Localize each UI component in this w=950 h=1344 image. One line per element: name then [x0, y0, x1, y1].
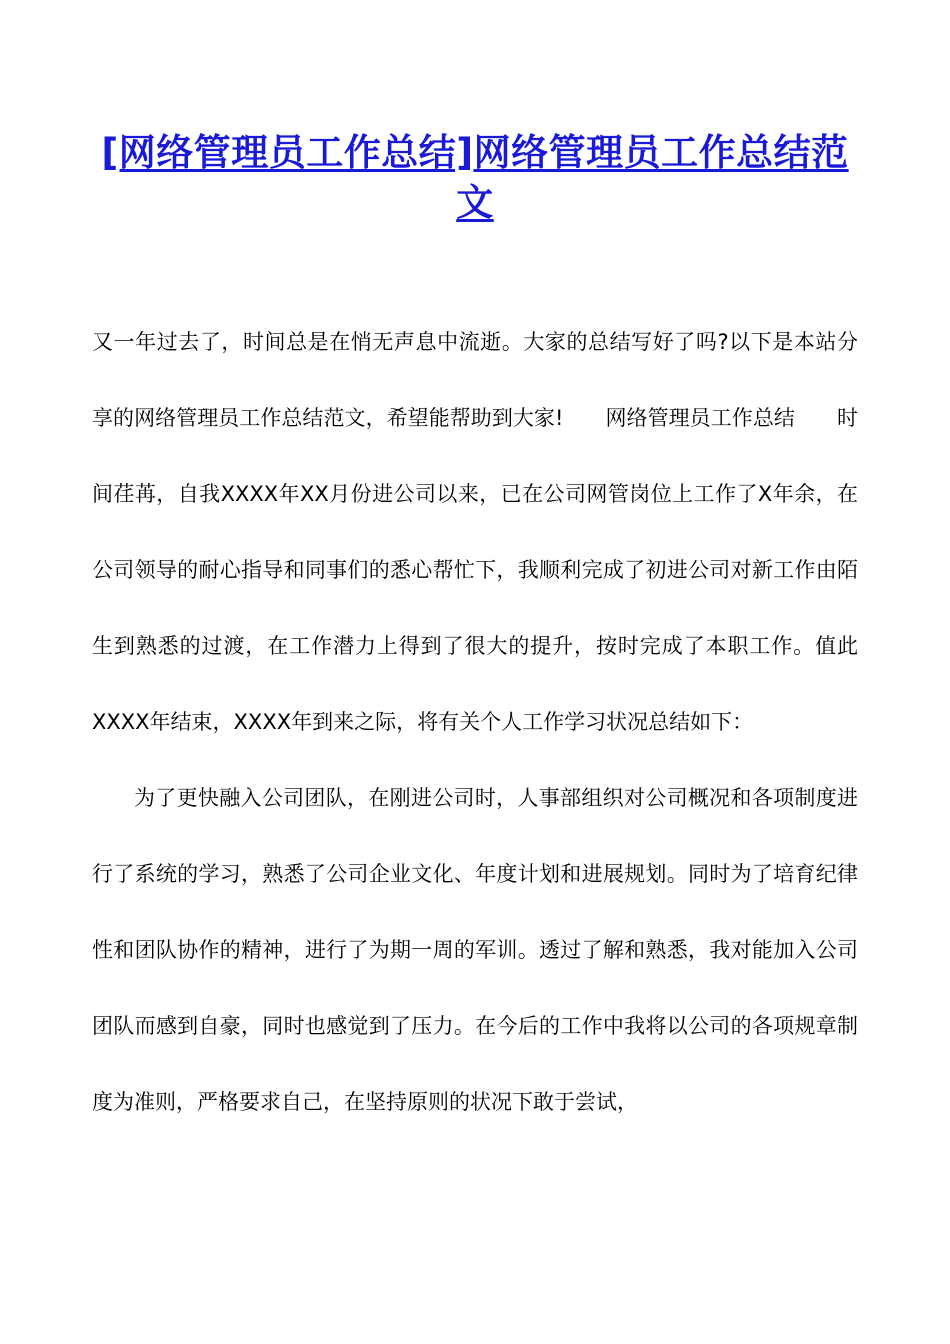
document-title-link[interactable]: [网络管理员工作总结]网络管理员工作总结范文: [101, 131, 849, 224]
document-body: [92, 304, 858, 1140]
paragraph-team: 为了更快融入公司团队，在刚进公司时，人事部组织对公司概况和各项制度进行了系统的学习，熟悉了公司企业文化、年度计划和进展规划。同时为了培育纪律性和团队协作的精神，进行了为期一周的军训。透过了解和熟悉，我对能加入公司团队而感到自豪，同时也感觉到了压力。在今后的工作中我将以公司的各项规章制度为准则，严格要求自己，在坚持原则的状况下敢于尝试，: [92, 786, 858, 1114]
paragraph-intro: 又一年过去了，时间总是在悄无声息中流逝。大家的总结写好了吗?以下是本站分享的网络管理员工作总结范文，希望能帮助到大家! 网络管理员工作总结 时间荏苒，自我XXXX年XX月份进公司以来，已在公司网管岗位上工作了X年余，在公司领导的耐心指导和同事们的悉心帮忙下，我顺利完成了初进公司对新工作由陌生到熟悉的过渡，在工作潜力上得到了很大的提升，按时完成了本职工作。值此XXXX年结束，XXXX年到来之际，将有关个人工作学习状况总结如下：: [92, 330, 858, 734]
